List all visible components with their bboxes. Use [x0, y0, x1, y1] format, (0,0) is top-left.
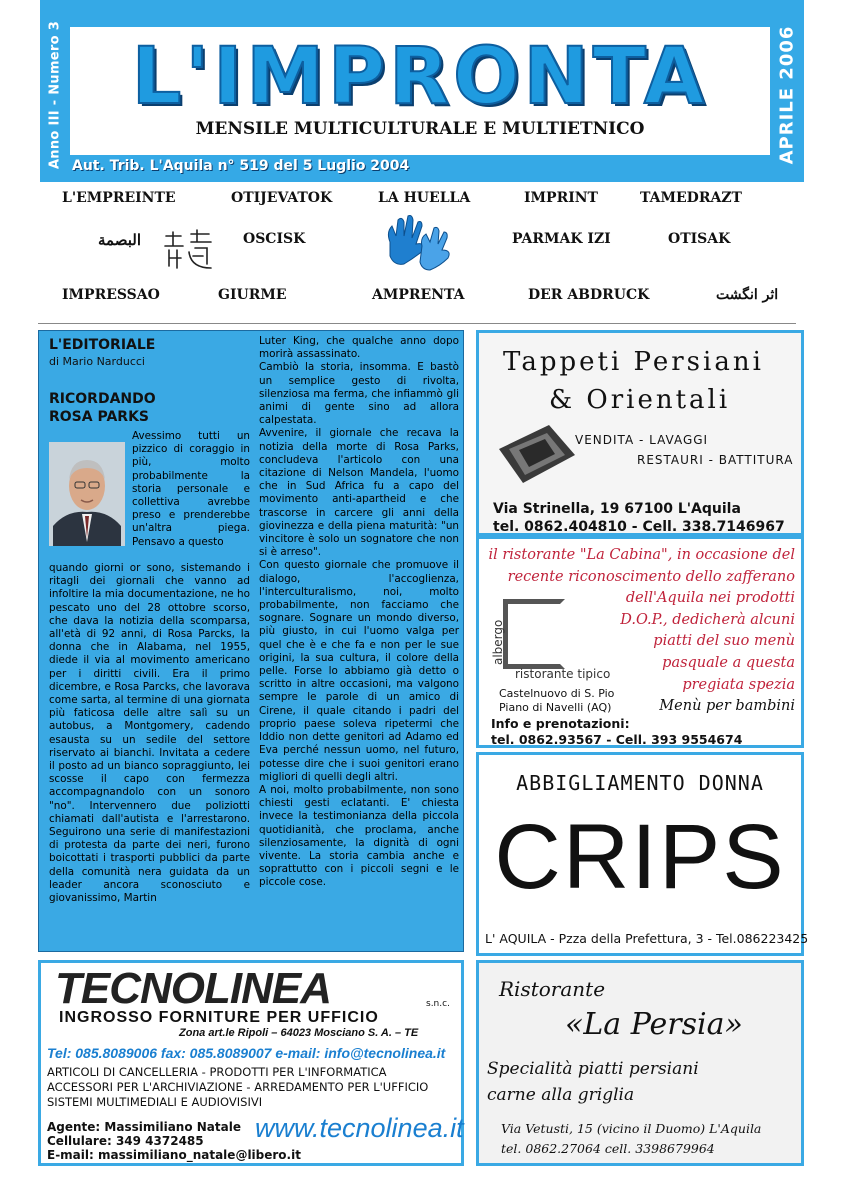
ad-la-persia: [476, 960, 804, 1166]
cabina-logo-frame: [503, 599, 565, 669]
persia-line-2: «La Persia»: [565, 1007, 743, 1042]
tecnolinea-website[interactable]: www.tecnolinea.it: [255, 1113, 464, 1143]
newspaper-subtitle: MENSILE MULTICULTURALE E MULTIETNICO: [195, 119, 645, 139]
crips-header: ABBIGLIAMENTO DONNA: [516, 771, 764, 795]
lang-fr: L'EMPREINTE: [62, 190, 176, 206]
persia-line-1: Ristorante: [499, 977, 606, 1001]
editorial-paragraph: Luter King, che qualche anno dopo morirà assassinato.: [259, 335, 459, 361]
lang-pt: IMPRESSAO: [62, 287, 160, 303]
lang-tr: PARMAK IZI: [512, 231, 611, 247]
tecnolinea-agent: Agente: Massimiliano Natale: [47, 1120, 241, 1134]
editorial-headline-2: ROSA PARKS: [49, 409, 149, 425]
ad-la-cabina: [476, 536, 804, 748]
kanji-mark-icon: [161, 228, 215, 272]
author-photo: [49, 442, 125, 546]
cabina-text-line: pasquale a questa: [662, 654, 795, 671]
lang-berber: TAMEDRAZT: [640, 190, 742, 206]
tecnolinea-products-3: SISTEMI MULTIMEDIALI E AUDIOVISIVI: [47, 1095, 263, 1109]
cabina-location-2: Piano di Navelli (AQ): [499, 701, 612, 714]
tecnolinea-products-2: ACCESSORI PER L'ARCHIVIAZIONE - ARREDAMENTO PER L'UFFICIO: [47, 1080, 429, 1094]
editorial-col-2: [259, 335, 459, 890]
crips-address: L' AQUILA - Pzza della Prefettura, 3 - Tel.086223425: [485, 931, 809, 946]
handprint-logo-icon: [382, 212, 454, 274]
crips-brand: CRIPS: [494, 806, 786, 908]
cabina-location-1: Castelnuovo di S. Pio: [499, 687, 615, 700]
editorial-paragraph: Cambiò la storia, insomma. E bastò un semplice gesto di rivolta, silenziosa ma ferma, che infiammò gli animi di gente sino ad allora calpestata.: [259, 361, 459, 427]
tappeti-services-2: RESTAURI - BATTITURA: [637, 453, 794, 467]
editorial-col-1: quando giorni or sono, sistemando i ritagli dei giornali che vanno ad infoltire la mia documentazione, ne ho pescato uno del 28 ottobre scorso, che dava la notizia della scomparsa, all'età di 92 anni, di Rosa Parcks, la donna che in Alabama, nel 1955, diede il via al movimento americano per i diritti civili. Era il primo dicembre, e Rosa Parcks, che lavorava come sarta, al termine di una giornata più faticosa delle altre salì su un autobus, a Montgomery, cadendo esausta su un sedile del settore riservato ai bianchi. Invitata a cedere il posto ad un bianco sopraggiunto, lei scosse il capo con fermezza accompagnandolo con un sonoro "no". Intervennero due poliziotti chiamati dall'autista e l'arrestarono. Seguirono una serie di manifestazioni di protesta da parte dei neri, furono boicottati i trasporti pubblici da parte della comunità nera guidata da un leader ancora sconosciuto e giovanissimo, Martin: [49, 562, 250, 905]
lang-ro-dialect: GIURME: [218, 287, 287, 303]
editorial-paragraph: A noi, molto probabilmente, non sono chiesti gesti eclatanti. E' chiesta invece la testimonianza della piccola quotidianità, che proclama, anche silenziosamente, la dignità di ogni vivente. La storia cambia anche e soprattutto con i piccoli segni e le piccole cose.: [259, 783, 459, 889]
cabina-text-line: dell'Aquila nei prodotti: [625, 590, 795, 607]
cabina-info: Info e prenotazioni:: [491, 716, 630, 731]
title-box: [70, 27, 770, 155]
cabina-text-line: pregiata spezia: [682, 676, 795, 693]
editorial-paragraph: Avvenire, il giornale che recava la notizia della morte di Rosa Parks, concludeva l'articolo con una citazione di Nelson Mandela, l'uomo che in Sud Africa fu a capo del movimento anti-apartheid e che trascorse in carcere gli anni della giovinezza e della piena maturità: "un vincitore è solo un sognatore che non si è arreso".: [259, 427, 459, 559]
cabina-text-line: il ristorante "La Cabina", in occasione del: [488, 547, 795, 563]
tappeti-line-1: Tappeti Persiani: [503, 347, 764, 377]
lang-hu: OTIJEVATOK: [231, 190, 333, 206]
lang-ar: البصمة: [98, 231, 141, 249]
ad-crips: [476, 752, 809, 956]
cabina-logo-word: albergo: [491, 619, 505, 665]
cabina-text-line: recente riconoscimento dello zafferano: [507, 568, 795, 585]
lang-pl: OSCISK: [243, 231, 306, 247]
tecnolinea-zone: Zona art.le Ripoli – 64023 Mosciano S. A. – TE: [179, 1027, 419, 1039]
editorial-intro: Avessimo tutti un pizzico di coraggio in più, molto probabilmente la storia personale e collettiva avrebbe preso e prenderebbe un'altra piega. Pensavo a questo: [132, 430, 250, 548]
editorial-author: di Mario Narducci: [49, 355, 145, 368]
tecnolinea-suffix: s.n.c.: [426, 999, 450, 1009]
editorial-headline-1: RICORDANDO: [49, 391, 156, 407]
issue-date: APRILE 2006: [776, 25, 798, 165]
persia-address: Via Vetusti, 15 (vicino il Duomo) L'Aquila: [501, 1121, 762, 1136]
editorial-paragraph: Con questo giornale che promuove il dialogo, l'accoglienza, l'interculturalismo, noi, molto probabilmente, non facciamo che sognare. Sognare un mondo diverso, più giusto, in cui l'uomo valga per quel che è e che fa e non per le sue origini, la sua cultura, il colore della pelle. Forse lo abbiamo già detto o scritto in altre occasioni, ma valgono sempre le parole di un amico di Cirene, il quale citando i padri del proprio paese soleva ripetermi che Iddio non dette genitori ad Adamo ed Eva perché nessun uomo, nel futuro, potesse dire che i suoi genitori erano migliori di quelli degli altri.: [259, 559, 459, 783]
tecnolinea-mobile: Cellulare: 349 4372485: [47, 1134, 204, 1148]
carpet-icon: [489, 419, 579, 489]
lang-es: LA HUELLA: [378, 190, 471, 206]
newspaper-title: L'IMPRONTA: [131, 32, 709, 122]
ad-tappeti-persiani: [476, 330, 804, 536]
tappeti-phone: tel. 0862.404810 - Cell. 338.7146967: [493, 519, 785, 535]
registration-text: Aut. Trib. L'Aquila n° 519 del 5 Luglio 2004: [72, 158, 410, 174]
cabina-logo-sub: ristorante tipico: [515, 667, 611, 681]
tappeti-line-2: & Orientali: [549, 385, 731, 415]
persia-speciality-1: Specialità piatti persiani: [487, 1059, 699, 1079]
lang-hr: OTISAK: [668, 231, 731, 247]
tecnolinea-products-1: ARTICOLI DI CANCELLERIA - PRODOTTI PER L'INFORMATICA: [47, 1065, 387, 1079]
lang-de: DER ABDRUCK: [528, 287, 650, 303]
issue-label: Anno III - Numero 3: [47, 20, 63, 170]
ad-tecnolinea: [38, 960, 464, 1166]
cabina-phone: tel. 0862.93567 - Cell. 393 9554674: [491, 732, 743, 747]
cabina-text-line: D.O.P., dedicherà alcuni: [620, 611, 795, 628]
lang-fa: اثر انگشت: [716, 287, 779, 303]
tappeti-address: Via Strinella, 19 67100 L'Aquila: [493, 501, 741, 517]
editorial-box: [38, 330, 464, 952]
header-divider: [38, 323, 796, 324]
lang-en: IMPRINT: [524, 190, 598, 206]
lang-ro: AMPRENTA: [372, 287, 465, 303]
tecnolinea-contacts: Tel: 085.8089006 fax: 085.8089007 e-mail: info@tecnolinea.it: [47, 1045, 446, 1061]
editorial-section: L'EDITORIALE: [49, 337, 156, 353]
persia-speciality-2: carne alla griglia: [487, 1085, 635, 1105]
tecnolinea-tagline: INGROSSO FORNITURE PER UFFICIO: [59, 1009, 379, 1026]
tecnolinea-brand: TECNOLINEA: [55, 964, 331, 1013]
cabina-text-line: piatti del suo menù: [653, 633, 795, 650]
tecnolinea-email: E-mail: massimiliano_natale@libero.it: [47, 1148, 301, 1162]
tappeti-services-1: VENDITA - LAVAGGI: [575, 433, 709, 447]
cabina-text-line: Menù per bambini: [659, 698, 795, 715]
persia-phone: tel. 0862.27064 cell. 3398679964: [501, 1141, 715, 1156]
